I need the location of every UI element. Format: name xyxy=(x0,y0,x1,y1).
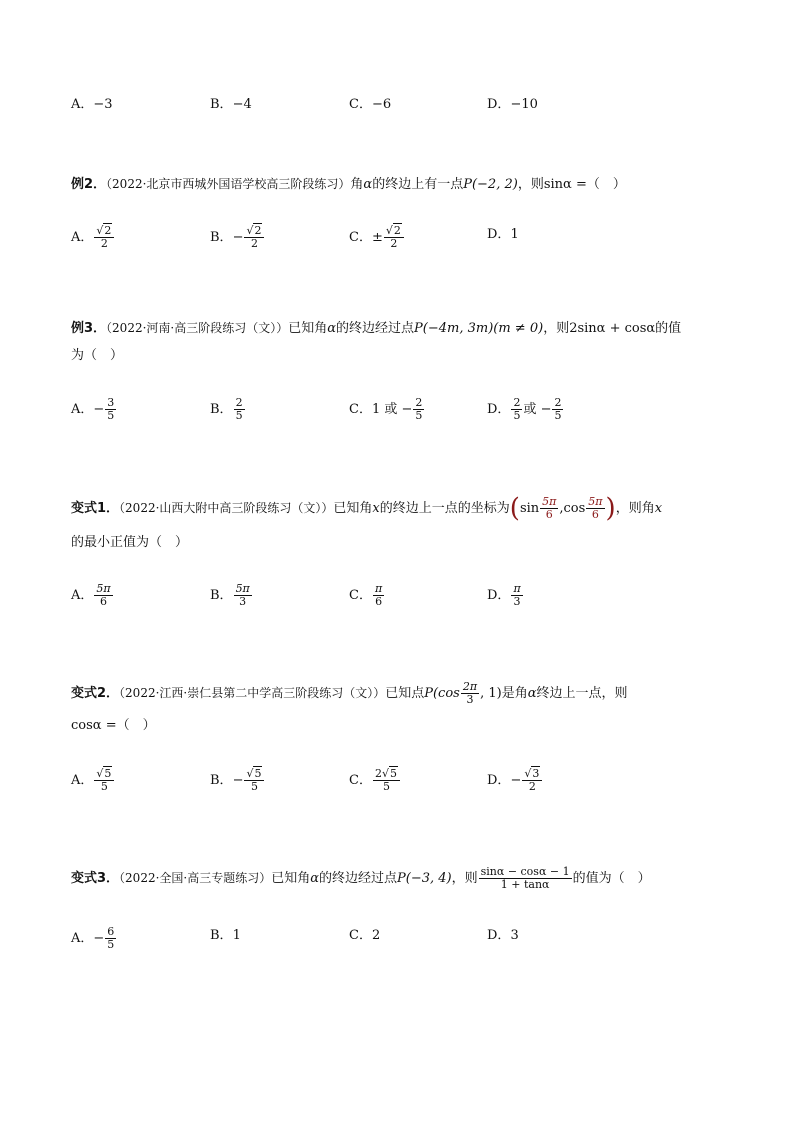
example-2-stem: 例2．（2022·北京市西城外国语学校高三阶段练习）角α的终边上有一点P(−2, 2)，则sinα =（ ） xyxy=(71,177,626,192)
var2-option-a: A． $\frac{√5}{5}$ xyxy=(71,768,115,793)
ex3-option-a: A．− $\frac{3}{5}$ xyxy=(71,396,115,422)
ex3-option-b: B． $\frac{2}{5}$ xyxy=(210,396,243,422)
example-3-stem: 例3．（2022·河南·高三阶段练习（文））已知角α的终边经过点P(−4m, 3m)(m ≠ 0)，则2sinα + cosα的值 xyxy=(71,321,682,336)
variant-1-stem-line2: 的最小正值为（ ） xyxy=(71,535,189,550)
q1-option-d: D．−10 xyxy=(487,97,538,112)
var3-option-b: B．1 xyxy=(210,928,241,943)
q1-option-c: C．−6 xyxy=(349,97,392,112)
variant-2-stem: 变式2．（2022·江西·崇仁县第二中学高三阶段练习（文））已知点P(cos $\frac{2\pi}{3}$ , 1)是角α终边上一点，则 xyxy=(71,680,628,706)
ex3-option-c: C．1 或 − $\frac{2}{5}$ xyxy=(349,396,423,422)
q1-option-b: B．−4 xyxy=(210,97,252,112)
ex2-option-a: A． $\frac{√2}{2}$ xyxy=(71,225,115,250)
var1-option-b: B． $\frac{5\pi}{3}$ xyxy=(210,582,250,608)
var2-option-d: D．− $\frac{√3}{2}$ xyxy=(487,768,543,793)
variant-2-stem-line2: cosα =（ ） xyxy=(71,718,156,733)
var2-option-b: B．− $\frac{√5}{5}$ xyxy=(210,768,265,793)
ex2-option-c: C．± $\frac{√2}{2}$ xyxy=(349,225,405,250)
var2-option-c: C． $\frac{2√5}{5}$ xyxy=(349,768,401,793)
variant-1-stem: 变式1．（2022·山西大附中高三阶段练习（文））已知角x的终边上一点的坐标为(sin $\frac{5\pi}{6}$ ,cos $\frac{5\pi}{6}$ )，则角x xyxy=(71,493,663,524)
example-3-stem-line2: 为（ ） xyxy=(71,348,124,363)
ex2-option-d: D．1 xyxy=(487,227,519,242)
var3-option-c: C．2 xyxy=(349,928,381,943)
q1-option-a: A．−3 xyxy=(71,97,113,112)
var1-option-c: C． $\frac{\pi}{6}$ xyxy=(349,582,383,608)
var1-option-d: D． $\frac{\pi}{3}$ xyxy=(487,582,521,608)
ex2-option-b: B．− $\frac{√2}{2}$ xyxy=(210,225,265,250)
var3-option-a: A．− $\frac{6}{5}$ xyxy=(71,925,115,951)
var1-option-a: A． $\frac{5\pi}{6}$ xyxy=(71,582,111,608)
ex3-option-d: D． $\frac{2}{5}$ 或 − $\frac{2}{5}$ xyxy=(487,396,562,422)
variant-3-stem: 变式3．（2022·全国·高三专题练习）已知角α的终边经过点P(−3, 4)，则 $\frac{\sin\alpha - \cos\alpha - 1}{1 + \tan\alpha}$ 的值为（ ） xyxy=(71,865,651,891)
var3-option-d: D．3 xyxy=(487,928,519,943)
